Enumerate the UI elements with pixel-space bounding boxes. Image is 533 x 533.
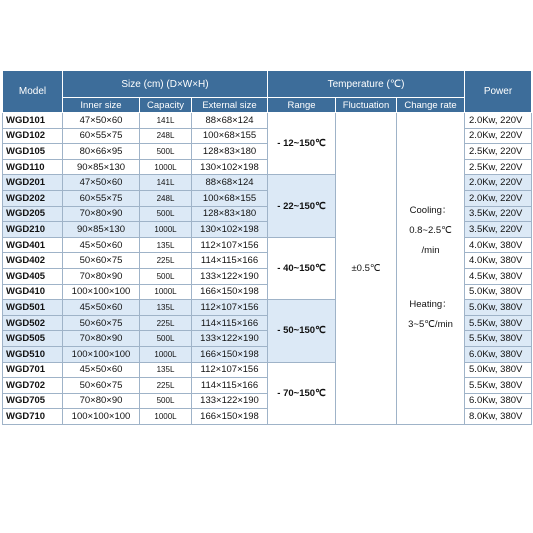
capacity-cell: 225L — [140, 378, 192, 394]
header-external-size: External size — [192, 98, 268, 113]
external-size-cell: 133×122×190 — [192, 268, 268, 284]
capacity-cell: 225L — [140, 315, 192, 331]
power-cell: 5.5Kw, 380V — [465, 331, 532, 347]
model-cell: WGD502 — [3, 315, 63, 331]
inner-size-cell: 45×50×60 — [63, 362, 140, 378]
external-size-cell: 166×150×198 — [192, 284, 268, 300]
external-size-cell: 114×115×166 — [192, 253, 268, 269]
external-size-cell: 88×68×124 — [192, 113, 268, 129]
header-model: Model — [3, 71, 63, 113]
model-cell: WGD501 — [3, 300, 63, 316]
capacity-cell: 500L — [140, 393, 192, 409]
change-rate-cell — [397, 113, 465, 425]
spec-table — [2, 70, 532, 425]
header-range: Range — [268, 98, 336, 113]
model-cell: WGD202 — [3, 190, 63, 206]
model-cell: WGD201 — [3, 175, 63, 191]
model-cell: WGD405 — [3, 268, 63, 284]
model-cell: WGD205 — [3, 206, 63, 222]
inner-size-cell: 50×60×75 — [63, 315, 140, 331]
cooling-unit: /min — [421, 245, 440, 257]
table-body — [3, 113, 532, 425]
header-fluctuation: Fluctuation — [336, 98, 397, 113]
inner-size-cell: 90×85×130 — [63, 222, 140, 238]
model-cell: WGD510 — [3, 346, 63, 362]
power-cell: 5.5Kw, 380V — [465, 315, 532, 331]
inner-size-cell: 80×66×95 — [63, 144, 140, 160]
external-size-cell: 166×150×198 — [192, 346, 268, 362]
model-cell: WGD105 — [3, 144, 63, 160]
external-size-cell: 133×122×190 — [192, 331, 268, 347]
model-cell: WGD705 — [3, 393, 63, 409]
power-cell: 6.0Kw, 380V — [465, 346, 532, 362]
capacity-cell: 1000L — [140, 409, 192, 425]
inner-size-cell: 50×60×75 — [63, 378, 140, 394]
external-size-cell: 166×150×198 — [192, 409, 268, 425]
inner-size-cell: 47×50×60 — [63, 113, 140, 129]
model-cell: WGD505 — [3, 331, 63, 347]
inner-size-cell: 70×80×90 — [63, 268, 140, 284]
inner-size-cell: 45×50×60 — [63, 300, 140, 316]
external-size-cell: 100×68×155 — [192, 128, 268, 144]
external-size-cell: 112×107×156 — [192, 300, 268, 316]
power-cell: 5.0Kw, 380V — [465, 284, 532, 300]
capacity-cell: 1000L — [140, 159, 192, 175]
capacity-cell: 135L — [140, 300, 192, 316]
cooling-label: Cooling： — [409, 205, 452, 217]
power-cell: 2.5Kw, 220V — [465, 159, 532, 175]
fluctuation-cell: ±0.5℃ — [336, 113, 397, 425]
external-size-cell: 100×68×155 — [192, 190, 268, 206]
external-size-cell: 114×115×166 — [192, 315, 268, 331]
capacity-cell: 1000L — [140, 284, 192, 300]
power-cell: 8.0Kw, 380V — [465, 409, 532, 425]
header-capacity: Capacity — [140, 98, 192, 113]
inner-size-cell: 70×80×90 — [63, 331, 140, 347]
capacity-cell: 1000L — [140, 346, 192, 362]
model-cell: WGD102 — [3, 128, 63, 144]
inner-size-cell: 100×100×100 — [63, 409, 140, 425]
power-cell: 4.0Kw, 380V — [465, 253, 532, 269]
model-cell: WGD701 — [3, 362, 63, 378]
power-cell: 5.5Kw, 380V — [465, 378, 532, 394]
model-cell: WGD401 — [3, 237, 63, 253]
table-row — [3, 113, 532, 129]
capacity-cell: 500L — [140, 144, 192, 160]
inner-size-cell: 100×100×100 — [63, 284, 140, 300]
external-size-cell: 114×115×166 — [192, 378, 268, 394]
model-cell: WGD210 — [3, 222, 63, 238]
capacity-cell: 141L — [140, 113, 192, 129]
external-size-cell: 130×102×198 — [192, 159, 268, 175]
power-cell: 5.0Kw, 380V — [465, 362, 532, 378]
power-cell: 6.0Kw, 380V — [465, 393, 532, 409]
header-inner-size: Inner size — [63, 98, 140, 113]
model-cell: WGD710 — [3, 409, 63, 425]
range-cell: - 22~150℃ — [268, 175, 336, 237]
power-cell: 4.5Kw, 380V — [465, 268, 532, 284]
power-cell: 3.5Kw, 220V — [465, 222, 532, 238]
capacity-cell: 248L — [140, 128, 192, 144]
capacity-cell: 141L — [140, 175, 192, 191]
external-size-cell: 112×107×156 — [192, 237, 268, 253]
power-cell: 2.0Kw, 220V — [465, 113, 532, 129]
cooling-value: 0.8~2.5℃ — [409, 225, 452, 237]
heating-value: 3~5℃/min — [408, 319, 453, 331]
capacity-cell: 248L — [140, 190, 192, 206]
range-cell: - 12~150℃ — [268, 113, 336, 175]
inner-size-cell: 90×85×130 — [63, 159, 140, 175]
external-size-cell: 128×83×180 — [192, 144, 268, 160]
external-size-cell: 133×122×190 — [192, 393, 268, 409]
heating-label: Heating： — [409, 299, 452, 311]
capacity-cell: 1000L — [140, 222, 192, 238]
power-cell: 2.0Kw, 220V — [465, 175, 532, 191]
power-cell: 3.5Kw, 220V — [465, 206, 532, 222]
header-size: Size (cm) (D×W×H) — [63, 71, 268, 98]
power-cell: 2.5Kw, 220V — [465, 144, 532, 160]
capacity-cell: 500L — [140, 331, 192, 347]
model-cell: WGD702 — [3, 378, 63, 394]
spacer — [397, 261, 464, 295]
inner-size-cell: 47×50×60 — [63, 175, 140, 191]
capacity-cell: 135L — [140, 237, 192, 253]
capacity-cell: 500L — [140, 268, 192, 284]
power-cell: 2.0Kw, 220V — [465, 128, 532, 144]
capacity-cell: 500L — [140, 206, 192, 222]
inner-size-cell: 70×80×90 — [63, 206, 140, 222]
model-cell: WGD402 — [3, 253, 63, 269]
spec-table-container — [2, 70, 531, 425]
power-cell: 5.0Kw, 380V — [465, 300, 532, 316]
inner-size-cell: 60×55×75 — [63, 190, 140, 206]
model-cell: WGD410 — [3, 284, 63, 300]
power-cell: 2.0Kw, 220V — [465, 190, 532, 206]
external-size-cell: 112×107×156 — [192, 362, 268, 378]
capacity-cell: 135L — [140, 362, 192, 378]
table-header — [3, 71, 532, 113]
inner-size-cell: 45×50×60 — [63, 237, 140, 253]
header-power: Power — [465, 71, 532, 113]
capacity-cell: 225L — [140, 253, 192, 269]
header-change-rate: Change rate — [397, 98, 465, 113]
inner-size-cell: 70×80×90 — [63, 393, 140, 409]
range-cell: - 40~150℃ — [268, 237, 336, 299]
external-size-cell: 130×102×198 — [192, 222, 268, 238]
external-size-cell: 128×83×180 — [192, 206, 268, 222]
header-temperature: Temperature (℃) — [268, 71, 465, 98]
inner-size-cell: 100×100×100 — [63, 346, 140, 362]
model-cell: WGD110 — [3, 159, 63, 175]
range-cell: - 70~150℃ — [268, 362, 336, 424]
inner-size-cell: 50×60×75 — [63, 253, 140, 269]
inner-size-cell: 60×55×75 — [63, 128, 140, 144]
model-cell: WGD101 — [3, 113, 63, 129]
power-cell: 4.0Kw, 380V — [465, 237, 532, 253]
external-size-cell: 88×68×124 — [192, 175, 268, 191]
range-cell: - 50~150℃ — [268, 300, 336, 362]
